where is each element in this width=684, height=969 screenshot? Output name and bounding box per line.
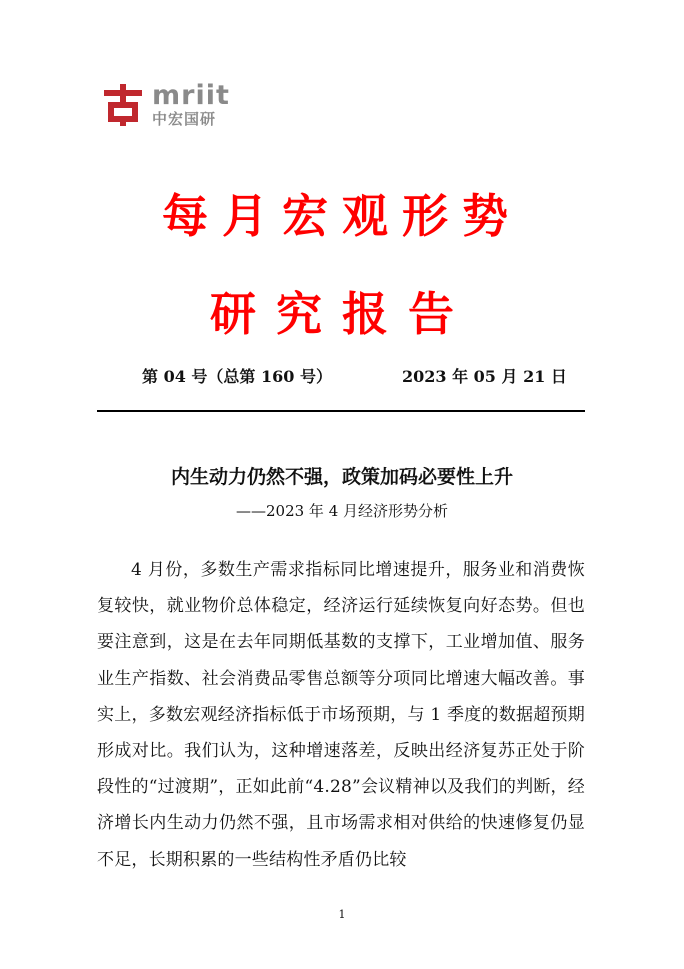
- logo-name-en: mriit: [152, 80, 230, 111]
- article-paragraph: 4 月份，多数生产需求指标同比增速提升，服务业和消费恢复较快，就业物价总体稳定，经济运行延续恢复向好态势。但也要注意到，这是在去年同期低基数的支撑下，工业增加值、服务业生产指数、社会消费品零售总额等分项同比增速大幅改善。事实上，多数宏观经济指标低于市场预期，与 1 季度的数据超预期形成对比。我们认为，这种增速落差，反映出经济复苏正处于阶段性的“过渡期”，正如此前“4.28”会议精神以及我们的判断，经济增长内生动力仍然不强，且市场需求相对供给的快速修复仍显不足，长期积累的一些结构性矛盾仍比较: [97, 560, 585, 870]
- header-divider: [97, 410, 585, 412]
- issue-number: 第 04 号（总第 160 号）: [142, 367, 332, 386]
- article-title: 内生动力仍然不强，政策加码必要性上升: [170, 466, 513, 488]
- logo-text: [152, 82, 230, 128]
- mriit-logo-icon: [100, 82, 146, 128]
- logo-name-cn: 中宏国研: [152, 110, 217, 128]
- report-date: 2023 年 05 月 21 日: [402, 367, 567, 386]
- report-title-line2: 研究报告: [210, 287, 474, 341]
- logo: [100, 82, 230, 128]
- page-number: 1: [338, 908, 346, 921]
- report-title-line1: 每月宏观形势: [162, 189, 522, 243]
- article-subtitle: ——2023 年 4 月经济形势分析: [235, 502, 449, 520]
